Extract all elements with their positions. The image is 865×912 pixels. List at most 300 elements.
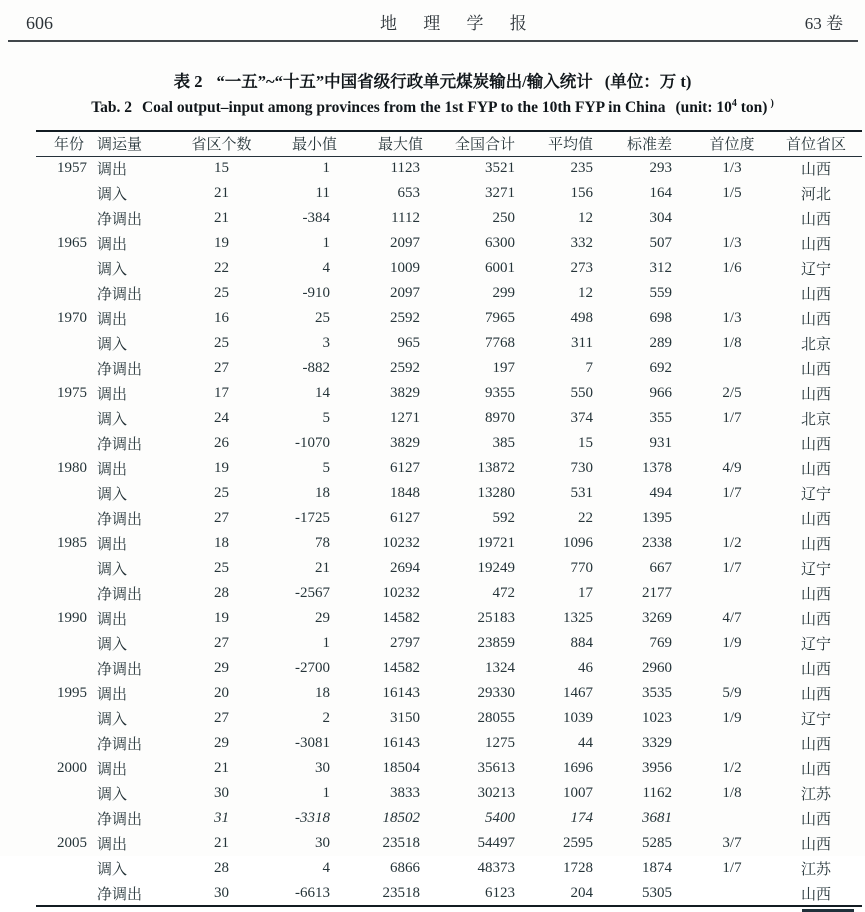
cell-min: -3318 [295,810,330,826]
cell-primacy: 1/3 [722,235,742,251]
table-row [36,206,862,231]
cell-year [36,706,94,731]
cell-primacy: 1/7 [722,560,742,576]
cell-min: -6613 [295,884,330,901]
cell-max: 3829 [390,435,420,451]
cell-std: 3329 [642,735,672,751]
scan-artifact-dash [802,909,854,912]
cell-count: 25 [214,285,229,301]
cell-mean: 273 [570,260,593,276]
cell-max: 18504 [382,760,420,776]
cell-max: 14582 [382,660,420,676]
cell-flow: 调出 [97,387,128,403]
cell-province: 山西 [800,462,831,478]
cell-primacy: 1/3 [722,310,742,326]
table-row [36,231,862,256]
cell-count: 25 [214,335,229,351]
cell-max: 2592 [390,360,420,376]
cell-std: 667 [649,560,672,576]
cell-std: 692 [649,360,672,376]
cell-province: 山西 [800,212,831,228]
cell-primacy [694,881,770,906]
column-header-flow: 调运量 [94,131,174,156]
column-header-max: 最大值 [347,131,433,156]
cell-mean: 2595 [563,835,593,851]
cell-min: 5 [322,460,330,476]
cell-max: 1848 [390,485,420,501]
cell-total: 3271 [485,185,515,201]
cell-std: 1378 [642,460,672,476]
cell-max: 18502 [382,810,420,826]
cell-std: 164 [649,185,672,201]
table-row [36,531,862,556]
cell-year: 1970 [57,310,87,326]
cell-primacy [694,581,770,606]
cell-flow: 调入 [97,787,128,803]
cell-year [36,806,94,831]
cell-min: 78 [315,535,330,551]
cell-primacy [694,356,770,381]
cell-mean: 12 [578,285,593,301]
cell-total: 13872 [477,460,515,476]
cell-total: 5400 [485,810,515,826]
cell-total: 8970 [485,410,515,426]
cell-max: 10232 [382,535,420,551]
cell-flow: 调入 [97,862,128,878]
cell-province: 山西 [800,762,831,778]
cell-max: 1009 [390,260,420,276]
cell-min: 30 [315,835,330,851]
cell-count: 30 [214,785,229,801]
cell-flow: 净调出 [97,512,143,528]
cell-flow: 调入 [97,712,128,728]
cell-province: 山西 [800,737,831,753]
cell-min: 18 [315,685,330,701]
cell-total: 19249 [477,560,515,576]
cell-total: 13280 [477,485,515,501]
cell-year [36,656,94,681]
cell-flow: 调出 [97,312,128,328]
cell-province: 山西 [800,437,831,453]
header-rule [8,40,858,42]
cell-primacy: 1/2 [722,535,742,551]
table-caption-zh [0,68,865,92]
table-row [36,781,862,806]
cell-min: 2 [322,710,330,726]
cell-std: 931 [649,435,672,451]
cell-province: 山西 [800,886,831,903]
table-row [36,681,862,706]
cell-province: 山西 [800,662,831,678]
cell-mean: 174 [570,810,593,826]
cell-min: 1 [322,160,330,177]
cell-total: 6001 [485,260,515,276]
cell-primacy: 1/7 [722,485,742,501]
cell-total: 250 [492,210,515,226]
cell-flow: 净调出 [97,287,143,303]
cell-total: 9355 [485,385,515,401]
cell-std: 355 [649,410,672,426]
cell-min: -882 [302,360,330,376]
table-row [36,356,862,381]
cell-std: 289 [649,335,672,351]
cell-total: 23859 [477,635,515,651]
cell-min: 21 [315,560,330,576]
cell-flow: 调出 [97,237,128,253]
table-body [36,156,862,906]
cell-total: 7768 [485,335,515,351]
table-row [36,581,862,606]
cell-flow: 调出 [97,762,128,778]
cell-flow: 净调出 [97,886,143,903]
cell-year [36,581,94,606]
cell-max: 2097 [390,285,420,301]
cell-min: -1070 [295,435,330,451]
cell-province: 辽宁 [800,562,831,578]
cell-min: 18 [315,485,330,501]
cell-mean: 1467 [563,685,593,701]
cell-mean: 1007 [563,785,593,801]
cell-count: 28 [214,860,229,876]
cell-mean: 44 [578,735,593,751]
cell-primacy: 1/3 [722,160,742,177]
cell-count: 21 [214,185,229,201]
cell-province: 山西 [800,287,831,303]
cell-max: 10232 [382,585,420,601]
cell-primacy: 1/8 [722,785,742,801]
cell-year: 1985 [57,535,87,551]
cell-count: 29 [214,660,229,676]
cell-max: 1271 [390,410,420,426]
column-header-std: 标准差 [610,131,694,156]
cell-year [36,856,94,881]
cell-year: 1957 [57,160,87,177]
cell-count: 26 [214,435,229,451]
cell-count: 27 [214,360,229,376]
table-row [36,381,862,406]
cell-year [36,356,94,381]
table-row [36,656,862,681]
cell-total: 19721 [477,535,515,551]
cell-flow: 净调出 [97,437,143,453]
cell-flow: 调入 [97,187,128,203]
cell-max: 6127 [390,460,420,476]
cell-year [36,556,94,581]
cell-primacy [694,431,770,456]
cell-primacy: 3/7 [722,835,742,851]
cell-total: 299 [492,285,515,301]
column-header-year: 年份 [36,131,94,156]
cell-province: 河北 [800,187,831,203]
cell-max: 16143 [382,685,420,701]
cell-count: 25 [214,560,229,576]
cell-year: 1980 [57,460,87,476]
cell-total: 29330 [477,685,515,701]
cell-primacy [694,806,770,831]
cell-year [36,406,94,431]
table-row [36,831,862,856]
cell-std: 3269 [642,610,672,626]
cell-total: 592 [492,510,515,526]
cell-count: 19 [214,460,229,476]
cell-min: 11 [315,185,330,201]
cell-province: 山西 [800,312,831,328]
cell-total: 197 [492,360,515,376]
cell-max: 2694 [390,560,420,576]
cell-province: 山西 [800,687,831,703]
cell-max: 2592 [390,310,420,326]
cell-mean: 531 [570,485,593,501]
cell-std: 3535 [642,685,672,701]
cell-year: 1965 [57,235,87,251]
cell-mean: 1039 [563,710,593,726]
table-row [36,706,862,731]
table-caption-zh-label: 表 2 [173,72,203,91]
cell-province: 北京 [800,337,831,353]
cell-std: 1162 [642,785,672,801]
cell-min: 1 [322,635,330,651]
cell-total: 28055 [477,710,515,726]
table-row [36,406,862,431]
cell-mean: 332 [570,235,593,251]
table-row [36,856,862,881]
table-row [36,606,862,631]
cell-max: 1112 [391,210,420,226]
cell-year [36,256,94,281]
cell-year [36,781,94,806]
cell-std: 304 [649,210,672,226]
cell-min: 4 [322,860,330,876]
cell-province: 山西 [800,512,831,528]
cell-flow: 调出 [97,837,128,853]
cell-std: 1395 [642,510,672,526]
cell-std: 312 [649,260,672,276]
page-number: 606 [26,13,53,33]
table-row [36,431,862,456]
cell-std: 2338 [642,535,672,551]
table-row [36,456,862,481]
table-caption-zh-unit: (单位：万 t) [604,72,692,91]
cell-mean: 498 [570,310,593,326]
cell-std: 507 [649,235,672,251]
cell-primacy: 1/5 [722,185,742,201]
cell-total: 472 [492,585,515,601]
cell-primacy [694,281,770,306]
table-caption-en-unit-suffix: ton) [736,99,768,116]
cell-year [36,631,94,656]
table-row [36,156,862,181]
table-row [36,306,862,331]
cell-flow: 净调出 [97,812,143,828]
cell-flow: 调入 [97,562,128,578]
cell-count: 27 [214,510,229,526]
column-header-mean: 平均值 [528,131,610,156]
cell-count: 19 [214,235,229,251]
cell-primacy: 1/8 [722,335,742,351]
cell-total: 48373 [477,860,515,876]
cell-max: 3829 [390,385,420,401]
cell-std: 2177 [642,585,672,601]
cell-year [36,281,94,306]
cell-primacy [694,506,770,531]
cell-total: 35613 [477,760,515,776]
cell-mean: 12 [578,210,593,226]
cell-max: 6866 [390,860,420,876]
cell-province: 山西 [800,387,831,403]
cell-min: 25 [315,310,330,326]
table-row [36,506,862,531]
cell-primacy: 1/6 [722,260,742,276]
cell-max: 6127 [390,510,420,526]
cell-std: 293 [649,160,672,177]
table-row [36,731,862,756]
cell-min: 5 [322,410,330,426]
running-head [0,0,865,34]
table-row [36,881,862,906]
cell-flow: 调入 [97,487,128,503]
cell-flow: 调出 [97,162,128,179]
column-header-total: 全国合计 [433,131,528,156]
cell-flow: 净调出 [97,362,143,378]
cell-mean: 311 [571,335,593,351]
cell-year [36,881,94,906]
cell-count: 21 [214,210,229,226]
cell-count: 20 [214,685,229,701]
cell-year [36,431,94,456]
cell-mean: 884 [570,635,593,651]
cell-mean: 235 [570,160,593,177]
cell-total: 6300 [485,235,515,251]
cell-primacy [694,206,770,231]
cell-total: 1275 [485,735,515,751]
cell-min: -2700 [295,660,330,676]
cell-min: -1725 [295,510,330,526]
cell-count: 31 [214,810,229,826]
cell-primacy: 1/9 [722,710,742,726]
cell-count: 15 [214,160,229,177]
cell-mean: 730 [570,460,593,476]
cell-year [36,206,94,231]
table-row [36,256,862,281]
table-row [36,181,862,206]
cell-primacy [694,656,770,681]
cell-max: 3150 [390,710,420,726]
cell-province: 辽宁 [800,487,831,503]
statistics-table-wrap [36,130,858,912]
cell-total: 1324 [485,660,515,676]
cell-mean: 15 [578,435,593,451]
cell-primacy: 2/5 [722,385,742,401]
table-row [36,631,862,656]
volume-number: 63 卷 [804,14,843,33]
table-caption-en-text: Coal output–input among provinces from the 1st FYP to the 10th FYP in China [141,99,666,116]
cell-province: 山西 [800,837,831,853]
cell-total: 385 [492,435,515,451]
cell-std: 5305 [642,884,672,901]
cell-count: 16 [214,310,229,326]
table-caption-en-unit-prefix: (unit: 10 [675,99,732,116]
cell-mean: 17 [578,585,593,601]
cell-count: 30 [214,884,229,901]
table-row [36,331,862,356]
cell-count: 28 [214,585,229,601]
cell-min: 4 [322,260,330,276]
table-row [36,281,862,306]
cell-primacy: 4/7 [722,610,742,626]
cell-max: 23518 [382,884,420,901]
cell-primacy: 1/2 [722,760,742,776]
cell-std: 769 [649,635,672,651]
cell-max: 653 [397,185,420,201]
cell-flow: 净调出 [97,587,143,603]
cell-std: 1874 [642,860,672,876]
journal-title: 地 理 学 报 [380,14,538,33]
cell-mean: 1096 [563,535,593,551]
cell-flow: 净调出 [97,212,143,228]
cell-province: 北京 [800,412,831,428]
cell-max: 16143 [382,735,420,751]
cell-flow: 调出 [97,537,128,553]
cell-std: 559 [649,285,672,301]
cell-primacy: 5/9 [722,685,742,701]
cell-province: 辽宁 [800,262,831,278]
cell-count: 25 [214,485,229,501]
cell-count: 17 [214,385,229,401]
cell-province: 山西 [800,612,831,628]
cell-min: 29 [315,610,330,626]
cell-total: 25183 [477,610,515,626]
table-caption-en-stray-mark: ) [770,97,774,109]
cell-flow: 调入 [97,262,128,278]
cell-std: 5285 [642,835,672,851]
cell-year [36,481,94,506]
cell-primacy: 1/9 [722,635,742,651]
cell-mean: 22 [578,510,593,526]
cell-count: 29 [214,735,229,751]
table-caption-en-unit-sup: 4 [731,97,737,109]
cell-year: 1990 [57,610,87,626]
cell-year: 2005 [57,835,87,851]
table-row [36,481,862,506]
cell-year [36,331,94,356]
column-header-min: 最小值 [269,131,347,156]
cell-province: 江苏 [800,787,831,803]
cell-mean: 156 [570,185,593,201]
column-header-count: 省区个数 [174,131,269,156]
cell-flow: 调入 [97,337,128,353]
cell-count: 22 [214,260,229,276]
cell-mean: 770 [570,560,593,576]
cell-mean: 1325 [563,610,593,626]
cell-province: 山西 [800,162,831,179]
cell-std: 3681 [642,810,672,826]
table-caption-en [0,99,865,117]
cell-flow: 调出 [97,687,128,703]
cell-max: 23518 [382,835,420,851]
cell-total: 6123 [485,884,515,901]
cell-flow: 净调出 [97,737,143,753]
cell-year [36,506,94,531]
cell-count: 21 [214,760,229,776]
cell-total: 54497 [477,835,515,851]
cell-flow: 调出 [97,612,128,628]
cell-std: 3956 [642,760,672,776]
table-row [36,806,862,831]
cell-min: 3 [322,335,330,351]
cell-year: 1975 [57,385,87,401]
cell-province: 山西 [800,237,831,253]
cell-flow: 调入 [97,637,128,653]
